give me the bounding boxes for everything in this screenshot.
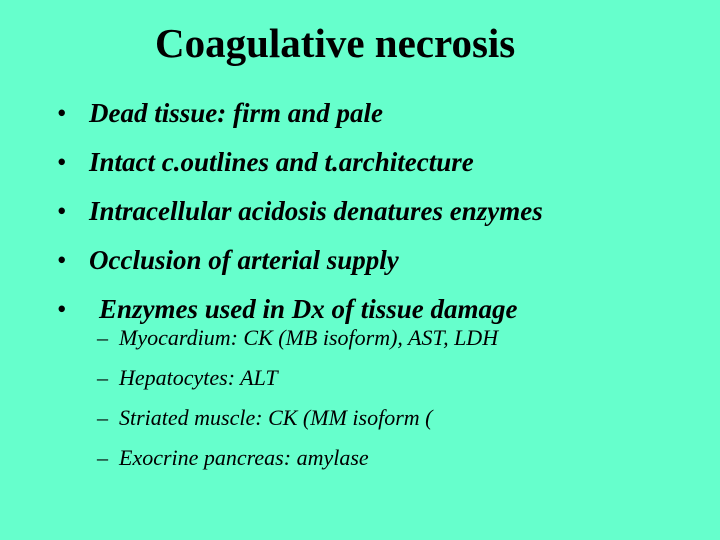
bullet-item <box>0 145 720 194</box>
subbullet-item <box>0 362 720 402</box>
subbullet-marker: – <box>97 365 108 390</box>
bullet-marker: • <box>57 98 67 128</box>
subbullet-text: Hepatocytes: ALT <box>119 365 278 390</box>
bullet-list <box>0 96 720 341</box>
bullet-text: Intact c.outlines and t.architecture <box>89 147 474 177</box>
bullet-item <box>0 194 720 243</box>
subbullet-item <box>0 322 720 362</box>
bullet-text: Dead tissue: firm and pale <box>89 98 383 128</box>
bullet-marker: • <box>57 196 67 226</box>
subbullet-text: Striated muscle: CK (MM isoform ( <box>119 405 433 430</box>
subbullet-text: Myocardium: CK (MB isoform), AST, LDH <box>119 325 499 350</box>
bullet-marker: • <box>57 245 67 275</box>
bullet-item <box>0 96 720 145</box>
bullet-marker: • <box>57 294 67 324</box>
subbullet-item <box>0 442 720 482</box>
slide-title: Coagulative necrosis <box>155 20 516 66</box>
bullet-marker: • <box>57 147 67 177</box>
bullet-text: Enzymes used in Dx of tissue damage <box>99 294 518 324</box>
subbullet-marker: – <box>97 405 108 430</box>
subbullet-list <box>0 322 720 482</box>
subbullet-text: Exocrine pancreas: amylase <box>119 445 369 470</box>
bullet-text: Intracellular acidosis denatures enzymes <box>89 196 543 226</box>
bullet-item <box>0 243 720 292</box>
subbullet-marker: – <box>97 445 108 470</box>
subbullet-item <box>0 402 720 442</box>
subbullet-marker: – <box>97 325 108 350</box>
bullet-text: Occlusion of arterial supply <box>89 245 399 275</box>
